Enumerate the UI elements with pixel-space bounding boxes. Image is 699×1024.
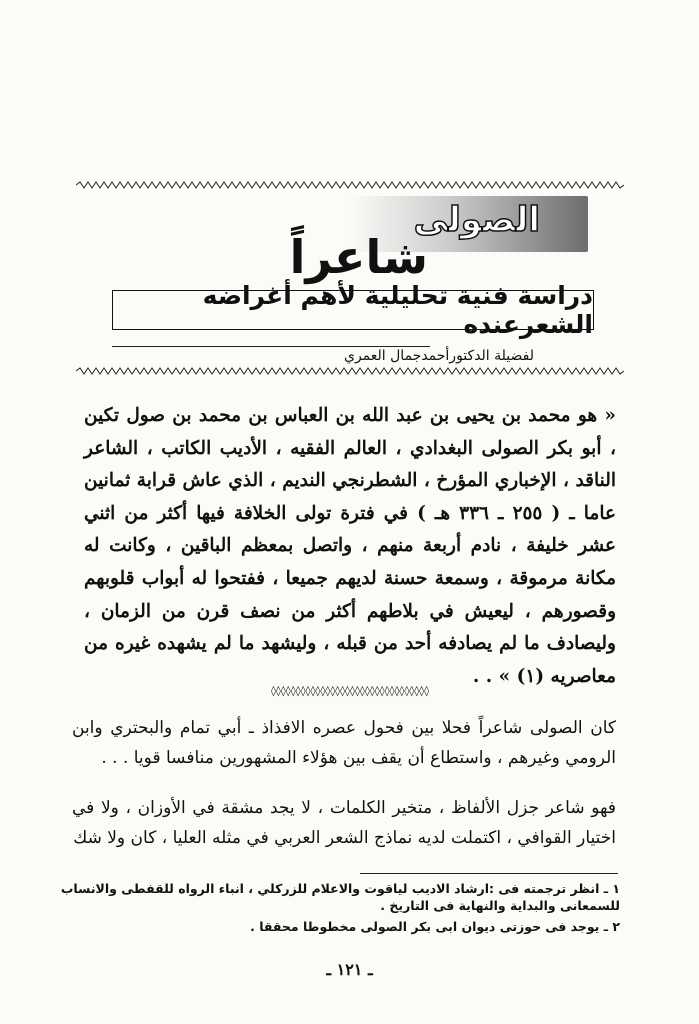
zigzag-border-top [76,180,624,190]
section-divider: ◊◊◊◊◊◊◊◊◊◊◊◊◊◊◊◊◊◊◊◊◊◊◊◊◊◊◊◊◊◊◊◊ [270,686,430,697]
subtitle: دراسة فنية تحليلية لأهم أغراضه الشعرعنده [202,281,593,339]
paragraph-2: فهو شاعر جزل الألفاظ ، متخير الكلمات ، لا يجد مشقة في الأوزان ، ولا في اختيار القوافي ، اكتملت لديه نماذج الشعر العربي في مثله العليا ، كان ولا شك [72,798,616,848]
author-credit: لفضيلة الدكتورأحمدجمال العمري [344,348,534,364]
subtitle-box [112,281,594,339]
title-frame [76,180,624,376]
poet-name: الصولى [413,200,540,240]
author-underline [112,346,430,347]
footnote-rule [360,873,618,874]
paragraph-1: كان الصولى شاعراً فحلا بين فحول عصره الافذاذ ـ أبي تمام والبحتري وابن الرومي وغيرهم ، واستطاع أن يقف بين هؤلاء المشهورين منافسا قويا . . . [72,718,616,768]
footnote-1: ١ ـ انظر ترجمته فى :ارشاد الاديب لياقوت والاعلام للزركلي ، انباء الرواه للقفطى والانساب للسمعانى والبداية والنهاية فى التاريخ . [60,881,620,913]
intro-quote: « هو محمد بن يحيى بن عبد الله بن العباس بن محمد بن صول تكين ، أبو بكر الصولى البغدادي ، العالم الفقيه ، الأديب الكاتب ، الشاعر الناقد ، الإخباري المؤرخ ، الشطرنجي النديم ، الذي عاش قرابة ثمانين عاما ـ ( ٢٥٥ ـ ٣٣٦ هـ ) في فترة تولى الخلافة فيها أكثر من اثني عشر خليفة ، نادم أربعة منهم ، واتصل بمعظم الباقين ، وكانت له مكانة مرموقة ، وسمعة حسنة لديهم جميعا ، ففتحوا له أبواب قلوبهم وقصورهم ، ليعيش في بلاطهم أكثر من نصف قرن من الزمان ، وليصادف ما لم يصادفه أحد من قبله ، وليشهد ما لم يشهده غيره من معاصريه (١) » . . [84,405,616,687]
page-title: شاعراً [289,230,428,284]
footnote-2: ٢ ـ يوجد فى حوزتى ديوان ابى بكر الصولى مخطوطا محققا . [250,919,620,934]
page-number: ـ ١٢١ ـ [326,960,373,979]
zigzag-border-bottom [76,366,624,376]
